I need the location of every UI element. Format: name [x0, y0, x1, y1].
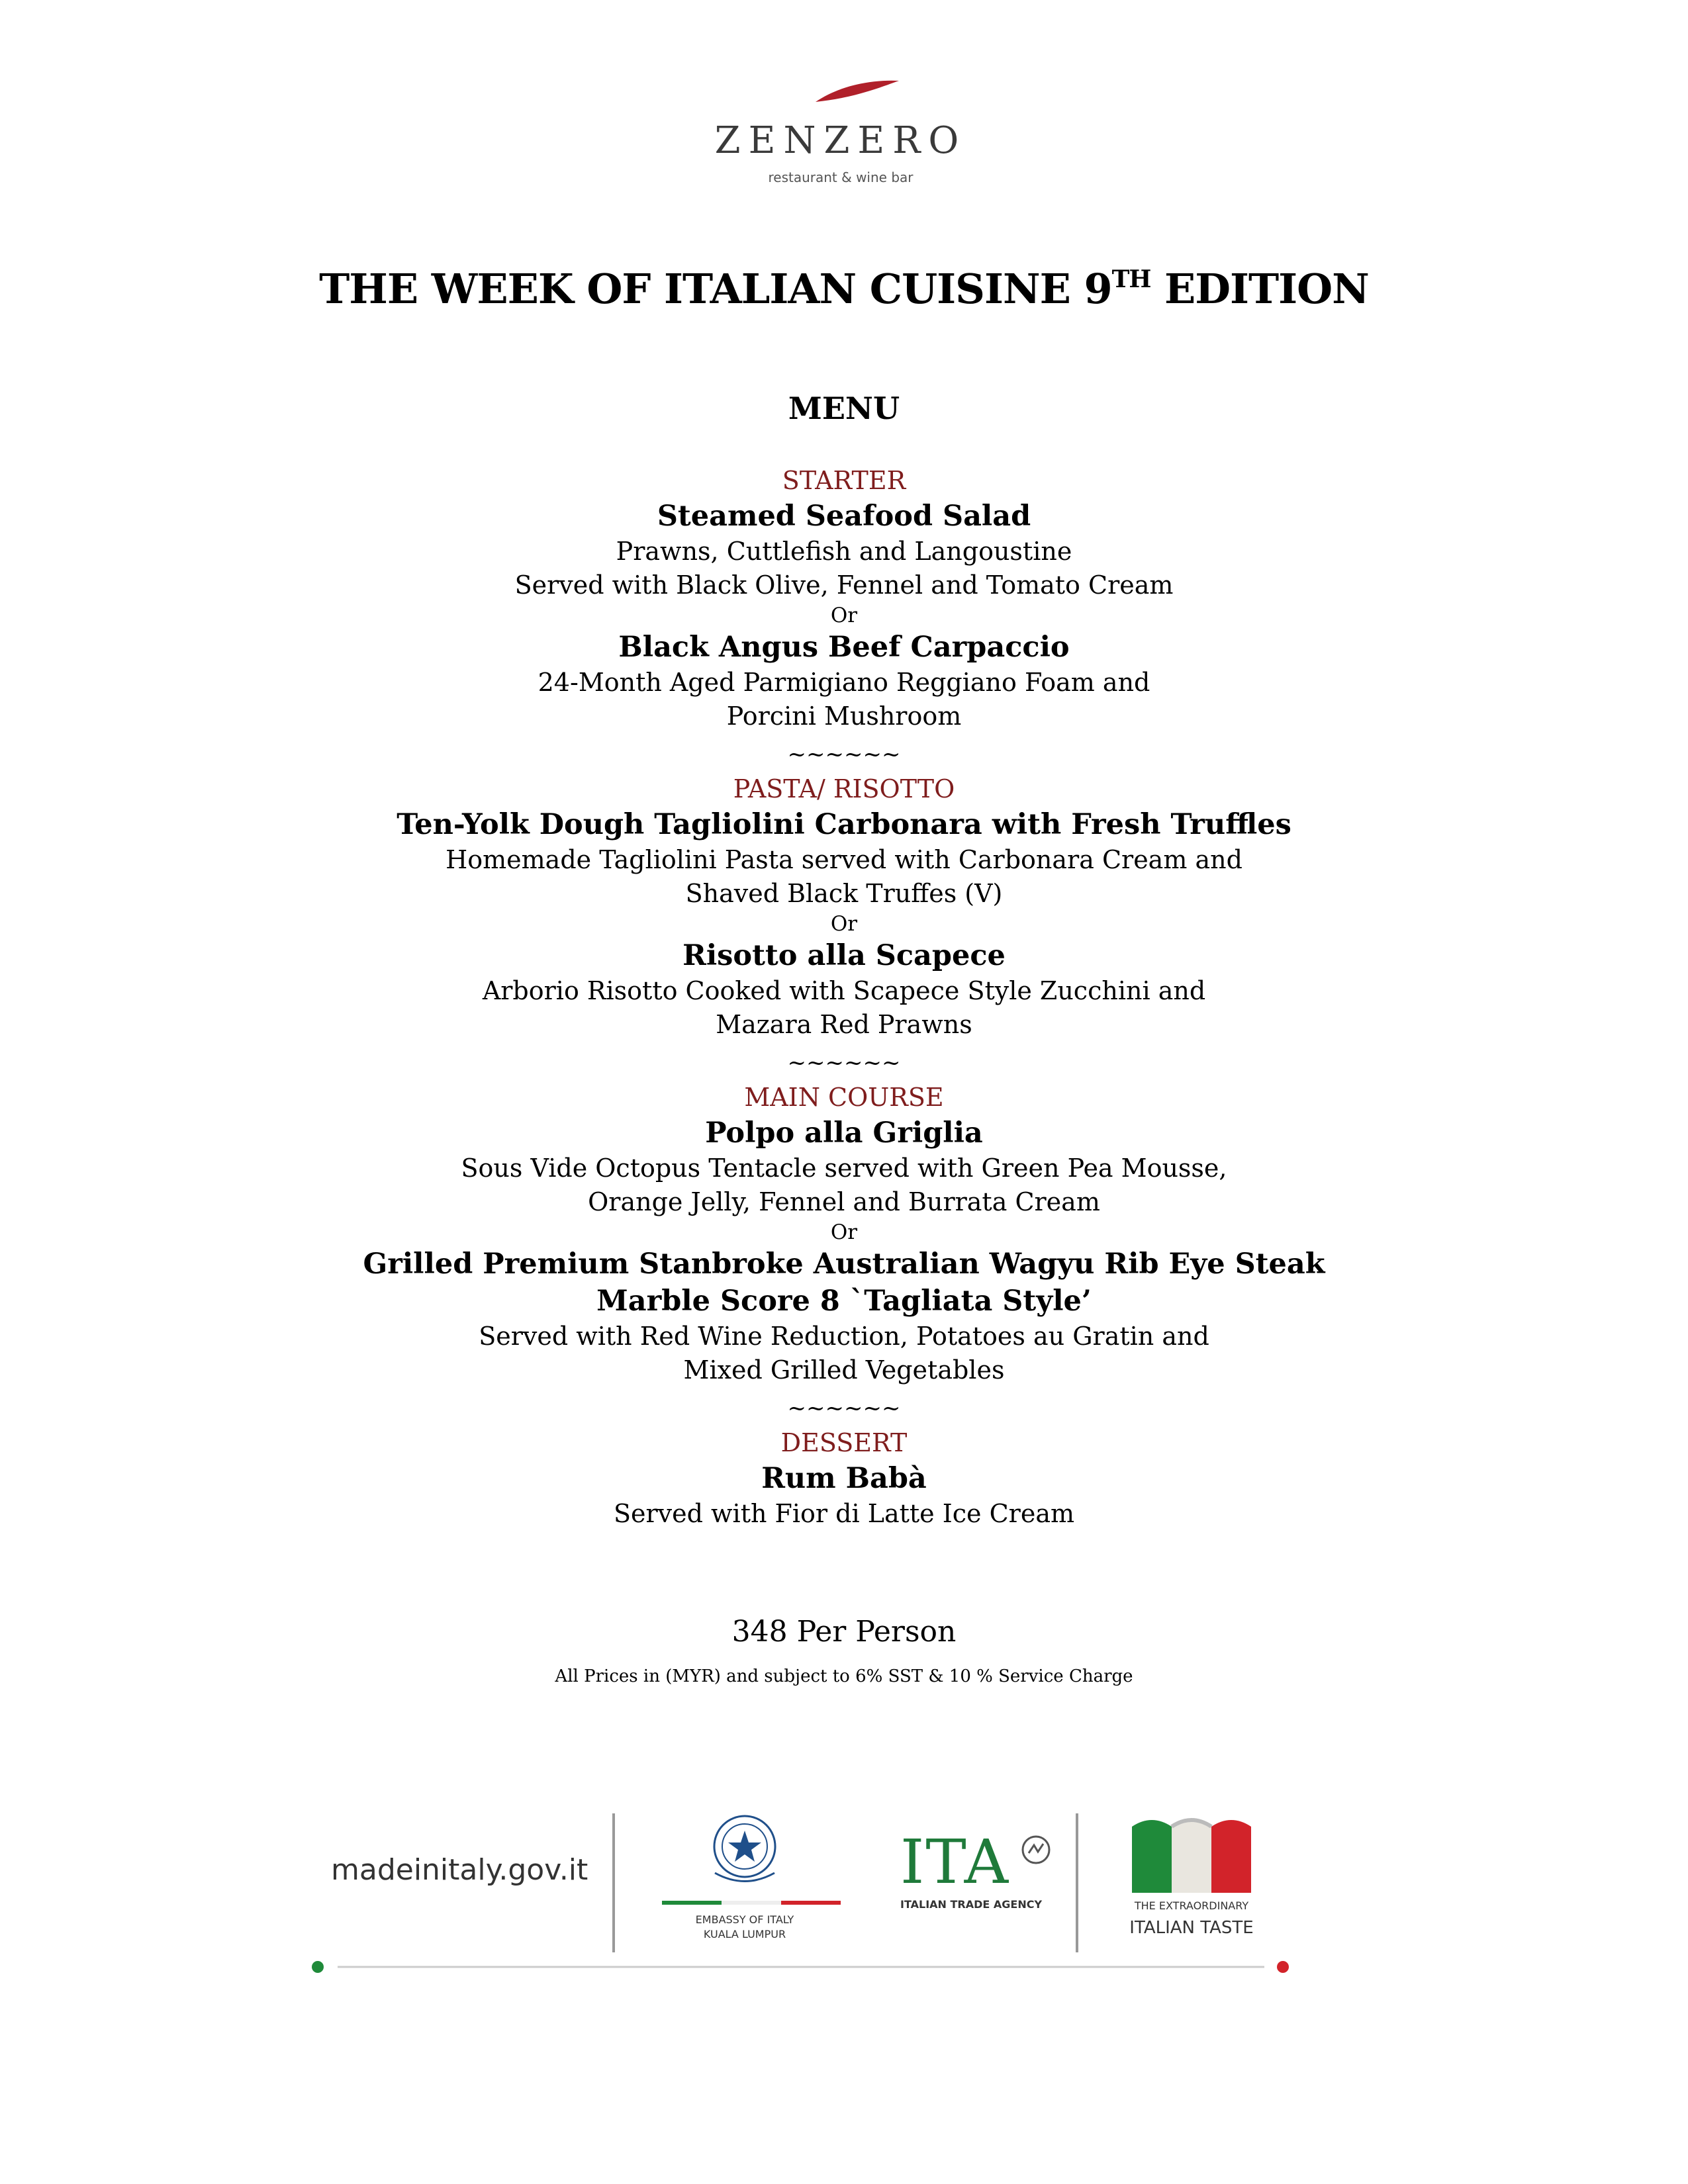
or-label: Or	[830, 1220, 858, 1244]
dish-name: Rum Babà	[761, 1462, 927, 1495]
divider	[1076, 1813, 1078, 1952]
dish-description: Served with Fior di Latte Ice Cream	[613, 1499, 1075, 1528]
dish-description: Mixed Grilled Vegetables	[683, 1355, 1005, 1385]
footer-baseline	[311, 1959, 1291, 1975]
italian-flag-icon	[1129, 1807, 1254, 1899]
separator: ~~~~~~	[787, 1395, 901, 1422]
or-label: Or	[830, 912, 858, 936]
ita-mark-icon	[1019, 1833, 1053, 1866]
taste-line1: THE EXTRAORDINARY	[1134, 1899, 1249, 1912]
ita-name: ITALIAN TRADE AGENCY	[900, 1898, 1043, 1911]
section-pasta: PASTA/ RISOTTO	[733, 774, 955, 803]
dish-description: Prawns, Cuttlefish and Langoustine	[616, 537, 1072, 566]
dish-name: Ten-Yolk Dough Tagliolini Carbonara with Fresh Truffles	[397, 808, 1291, 841]
dish-description: 24-Month Aged Parmigiano Reggiano Foam and	[538, 668, 1150, 697]
section-dessert: DESSERT	[780, 1428, 908, 1457]
dish-name: Risotto alla Scapece	[682, 939, 1006, 972]
menu-heading: MENU	[788, 390, 900, 426]
dish-description: Homemade Tagliolini Pasta served with Carbonara Cream and	[445, 845, 1243, 874]
footer-logos	[305, 1787, 1311, 1972]
divider	[612, 1813, 615, 1952]
dish-description: Mazara Red Prawns	[716, 1010, 972, 1039]
brand-tagline: restaurant & wine bar	[768, 169, 914, 185]
taste-line2: ITALIAN TASTE	[1129, 1918, 1254, 1938]
brand-name: ZENZERO	[714, 119, 967, 162]
dish-name: Black Angus Beef Carpaccio	[618, 631, 1070, 664]
separator: ~~~~~~	[787, 741, 901, 768]
page-title: THE WEEK OF ITALIAN CUISINE 9TH EDITION	[319, 265, 1369, 313]
dish-description: Orange Jelly, Fennel and Burrata Cream	[588, 1187, 1100, 1216]
title-superscript: TH	[1111, 265, 1151, 293]
or-label: Or	[830, 604, 858, 627]
dish-name: Grilled Premium Stanbroke Australian Wagyu Rib Eye Steak	[363, 1248, 1325, 1281]
ita-logo: ITA	[900, 1827, 1010, 1897]
flag-stripe-icon	[662, 1899, 841, 1907]
section-main-course: MAIN COURSE	[744, 1083, 944, 1112]
price-note: All Prices in (MYR) and subject to 6% SST & 10 % Service Charge	[555, 1666, 1133, 1686]
dish-description: Served with Black Olive, Fennel and Tomato Cream	[514, 570, 1174, 600]
dish-description: Porcini Mushroom	[726, 702, 962, 731]
dish-description: Sous Vide Octopus Tentacle served with Green Pea Mousse,	[461, 1154, 1227, 1183]
dish-name: Marble Score 8 `Tagliata Style’	[596, 1285, 1092, 1318]
embassy-label: EMBASSY OF ITALY KUALA LUMPUR	[695, 1913, 794, 1940]
dish-description: Shaved Black Truffes (V)	[685, 879, 1003, 908]
dish-name: Polpo alla Griglia	[705, 1116, 983, 1150]
dish-description: Arborio Risotto Cooked with Scapece Style Zucchini and	[482, 976, 1206, 1005]
dish-name: Steamed Seafood Salad	[657, 500, 1031, 533]
separator: ~~~~~~	[787, 1050, 901, 1076]
website-link[interactable]: madeinitaly.gov.it	[331, 1853, 588, 1887]
dish-description: Served with Red Wine Reduction, Potatoes au Gratin and	[479, 1322, 1209, 1351]
leaf-icon	[814, 78, 900, 105]
emblem-icon	[695, 1807, 794, 1899]
menu-list	[0, 463, 1688, 1531]
price: 348 Per Person	[731, 1615, 957, 1649]
section-starter: STARTER	[782, 466, 906, 495]
